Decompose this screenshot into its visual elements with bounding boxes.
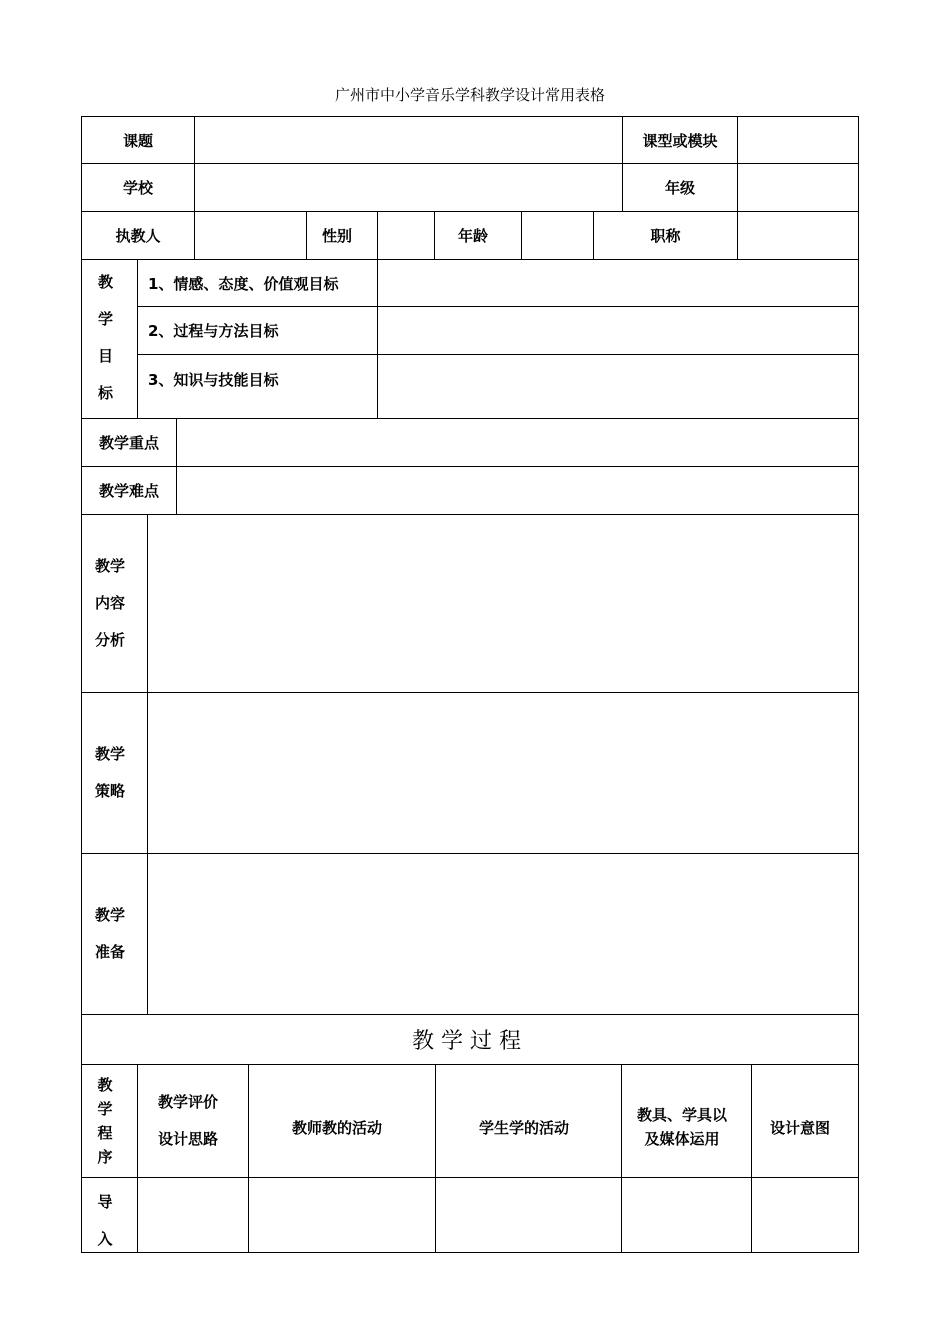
gender-field[interactable] <box>378 212 434 259</box>
content-analysis-line: 教学 <box>94 557 125 575</box>
preparation-label <box>82 854 138 1014</box>
preparation-line: 教学 <box>94 906 125 924</box>
tools-header-line: 及媒体运用 <box>644 1130 720 1148</box>
evaluation-header <box>138 1065 238 1177</box>
key-point-label: 教学重点 <box>98 434 159 452</box>
intro-step-char: 入 <box>97 1230 113 1248</box>
tools-header <box>622 1065 742 1189</box>
steps-header <box>82 1065 128 1177</box>
key-point-field[interactable] <box>177 419 858 466</box>
evaluation-header-line: 教学评价 <box>157 1093 218 1111</box>
goals-label-char: 标 <box>97 384 113 402</box>
goal-knowledge-label: 3、知识与技能目标 <box>148 370 279 389</box>
student-activity-header: 学生学的活动 <box>478 1118 569 1137</box>
page-title: 广州市中小学音乐学科教学设计常用表格 <box>334 86 605 104</box>
goal-process-field[interactable] <box>378 307 858 354</box>
intro-step-label <box>82 1178 128 1258</box>
goal-attitude-field[interactable] <box>378 260 858 306</box>
age-field[interactable] <box>522 212 593 259</box>
tools-header-line: 教具、学具以 <box>636 1106 727 1124</box>
course-type-field[interactable] <box>738 117 858 163</box>
course-type-label: 课型或模块 <box>642 131 718 150</box>
age-label: 年龄 <box>457 227 488 245</box>
steps-header-char: 学 <box>97 1100 113 1118</box>
steps-header-char: 程 <box>97 1124 113 1142</box>
intro-intent-field[interactable] <box>752 1178 858 1252</box>
intro-student-activity-field[interactable] <box>436 1178 621 1252</box>
intent-header: 设计意图 <box>769 1118 830 1137</box>
intro-tools-field[interactable] <box>622 1178 751 1252</box>
goal-process-label: 2、过程与方法目标 <box>148 322 279 340</box>
rank-field[interactable] <box>738 212 858 259</box>
content-analysis-line: 内容 <box>94 594 125 612</box>
intro-evaluation-field[interactable] <box>138 1178 248 1252</box>
process-title: 教学过程 <box>411 1029 528 1054</box>
gender-label: 性别 <box>321 227 352 245</box>
teacher-field[interactable] <box>195 212 306 259</box>
school-label: 学校 <box>122 179 153 197</box>
steps-header-char: 序 <box>97 1148 113 1166</box>
preparation-line: 准备 <box>94 943 125 961</box>
teaching-goals-label <box>82 262 129 414</box>
content-analysis-label <box>82 515 138 692</box>
school-field[interactable] <box>195 164 622 211</box>
grade-label: 年级 <box>664 179 695 197</box>
preparation-field[interactable] <box>148 854 858 1014</box>
goal-knowledge-field[interactable] <box>378 355 858 418</box>
goals-label-char: 目 <box>97 347 113 365</box>
goals-label-char: 教 <box>97 273 113 291</box>
strategy-field[interactable] <box>148 693 858 853</box>
content-analysis-line: 分析 <box>94 631 125 649</box>
difficulty-label: 教学难点 <box>98 482 159 500</box>
intro-step-char: 导 <box>97 1193 113 1211</box>
intro-teacher-activity-field[interactable] <box>249 1178 435 1252</box>
teacher-activity-header: 教师教的活动 <box>291 1118 382 1137</box>
goal-attitude-label: 1、情感、态度、价值观目标 <box>148 274 339 293</box>
rank-label: 职称 <box>650 227 681 245</box>
difficulty-field[interactable] <box>177 467 858 514</box>
strategy-label <box>82 693 138 853</box>
evaluation-header-line: 设计思路 <box>157 1130 218 1148</box>
strategy-line: 策略 <box>94 782 125 800</box>
grade-field[interactable] <box>738 164 858 211</box>
teacher-label: 执教人 <box>115 227 161 245</box>
steps-header-char: 教 <box>97 1076 113 1094</box>
strategy-line: 教学 <box>94 745 125 763</box>
topic-label: 课题 <box>122 131 153 150</box>
goals-label-char: 学 <box>97 310 113 328</box>
topic-field[interactable] <box>195 117 622 163</box>
content-analysis-field[interactable] <box>148 515 858 692</box>
